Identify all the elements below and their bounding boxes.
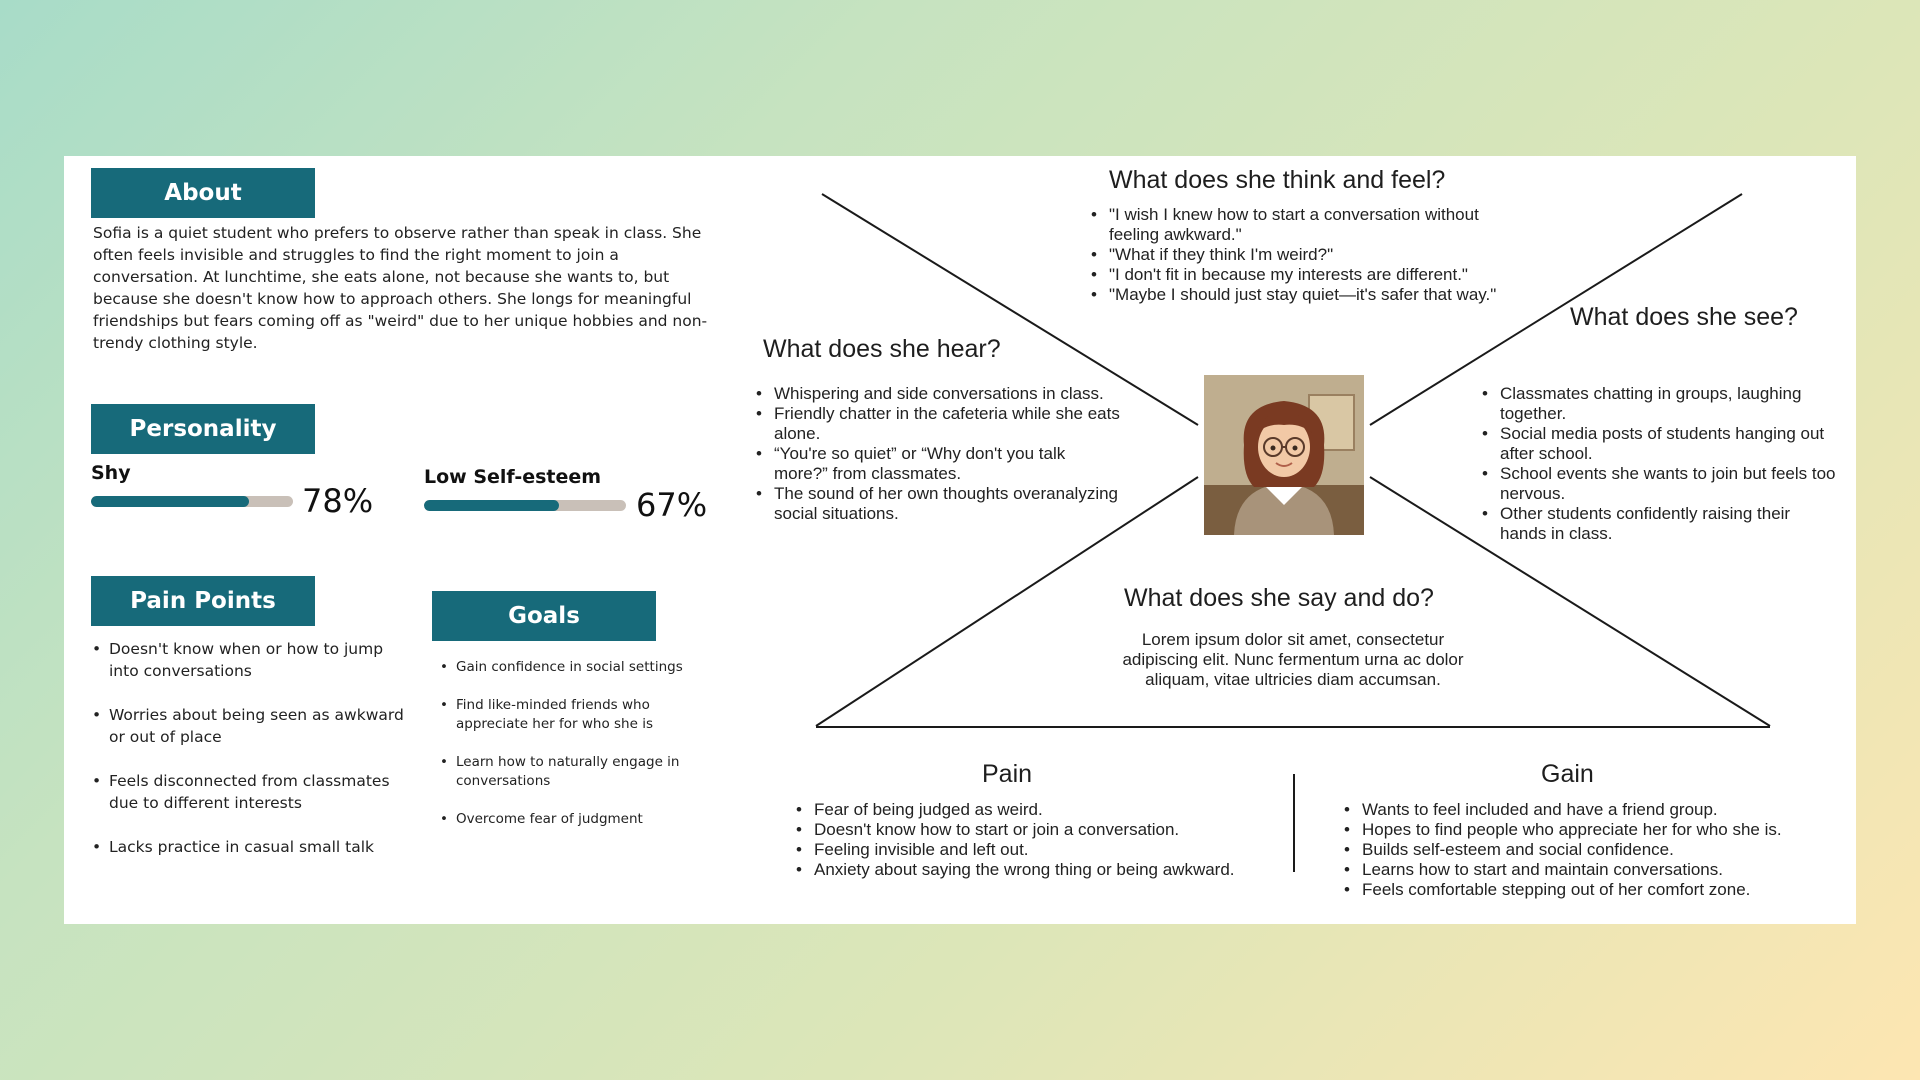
hear-title: What does she hear? xyxy=(763,335,1001,363)
pain-title: Pain xyxy=(982,760,1033,788)
list-item: • The sound of her own thoughts overanalyzing social situations. xyxy=(752,484,1122,524)
trait-bar-shy xyxy=(91,496,293,507)
list-item: • Hopes to find people who appreciate her for who she is. xyxy=(1340,820,1830,840)
gain-title: Gain xyxy=(1541,760,1594,788)
list-item: • Anxiety about saying the wrong thing or being awkward. xyxy=(792,860,1272,880)
list-item: • Find like-minded friends who appreciate her for who she is xyxy=(440,696,710,734)
persona-portrait xyxy=(1204,375,1364,535)
list-item: • Doesn't know when or how to jump into conversations xyxy=(92,638,412,682)
hear-list xyxy=(752,384,1122,524)
list-item: • Wants to feel included and have a friend group. xyxy=(1340,800,1830,820)
list-item: • Friendly chatter in the cafeteria while she eats alone. xyxy=(752,404,1122,444)
list-item: • Feels disconnected from classmates due to different interests xyxy=(92,770,412,814)
persona-illustration xyxy=(1204,375,1364,535)
trait-label-self-esteem: Low Self-esteem xyxy=(424,466,602,488)
trait-label-shy: Shy xyxy=(91,462,131,484)
about-text: Sofia is a quiet student who prefers to observe rather than speak in class. She often feels invisible and struggles to find the right moment to join a conversation. At lunchtime, she eats alone, not because she wants to, but because she doesn't know how to approach others. She longs for meaningful friendships but fears coming off as "weird" due to her unique hobbies and non-trendy clothing style. xyxy=(93,224,708,352)
list-item: • Overcome fear of judgment xyxy=(440,810,710,829)
see-title: What does she see? xyxy=(1570,303,1798,331)
list-item: • "Maybe I should just stay quiet—it's safer that way." xyxy=(1087,285,1517,305)
say-do-text: Lorem ipsum dolor sit amet, consectetur adipiscing elit. Nunc fermentum urna ac dolor aliquam, vitae ultricies diam accumsan. xyxy=(1122,630,1464,689)
list-item: • Fear of being judged as weird. xyxy=(792,800,1272,820)
list-item: • Social media posts of students hanging out after school. xyxy=(1478,424,1838,464)
see-list xyxy=(1478,384,1838,544)
gain-list xyxy=(1340,800,1830,900)
trait-bar-fill-shy xyxy=(91,496,249,507)
list-item: • Feels comfortable stepping out of her comfort zone. xyxy=(1340,880,1830,900)
list-item: • "What if they think I'm weird?" xyxy=(1087,245,1517,265)
list-item: • Whispering and side conversations in class. xyxy=(752,384,1122,404)
goals-heading: Goals xyxy=(432,591,656,641)
list-item: • “You're so quiet” or “Why don't you talk more?” from classmates. xyxy=(752,444,1122,484)
list-item: • Doesn't know how to start or join a conversation. xyxy=(792,820,1272,840)
list-item: • Gain confidence in social settings xyxy=(440,658,710,677)
list-item: • Builds self-esteem and social confidence. xyxy=(1340,840,1830,860)
trait-percent-shy: 78% xyxy=(302,482,374,520)
trait-bar-fill-self-esteem xyxy=(424,500,559,511)
trait-percent-self-esteem: 67% xyxy=(636,486,708,524)
list-item: • "I don't fit in because my interests are different." xyxy=(1087,265,1517,285)
pain-list xyxy=(792,800,1272,880)
personality-heading: Personality xyxy=(91,404,315,454)
list-item: • Worries about being seen as awkward or out of place xyxy=(92,704,412,748)
list-item: • "I wish I knew how to start a conversation without feeling awkward." xyxy=(1087,205,1517,245)
say-do-title: What does she say and do? xyxy=(1124,584,1434,612)
pain-points-heading: Pain Points xyxy=(91,576,315,626)
list-item: • School events she wants to join but feels too nervous. xyxy=(1478,464,1838,504)
goals-list xyxy=(440,658,710,848)
about-heading: About xyxy=(91,168,315,218)
think-feel-title: What does she think and feel? xyxy=(1109,166,1446,194)
list-item: • Other students confidently raising their hands in class. xyxy=(1478,504,1838,544)
list-item: • Classmates chatting in groups, laughing together. xyxy=(1478,384,1838,424)
list-item: • Lacks practice in casual small talk xyxy=(92,836,412,858)
pain-points-list xyxy=(92,638,412,880)
trait-bar-self-esteem xyxy=(424,500,626,511)
list-item: • Learn how to naturally engage in conversations xyxy=(440,753,710,791)
list-item: • Learns how to start and maintain conversations. xyxy=(1340,860,1830,880)
think-feel-list xyxy=(1087,205,1517,305)
list-item: • Feeling invisible and left out. xyxy=(792,840,1272,860)
